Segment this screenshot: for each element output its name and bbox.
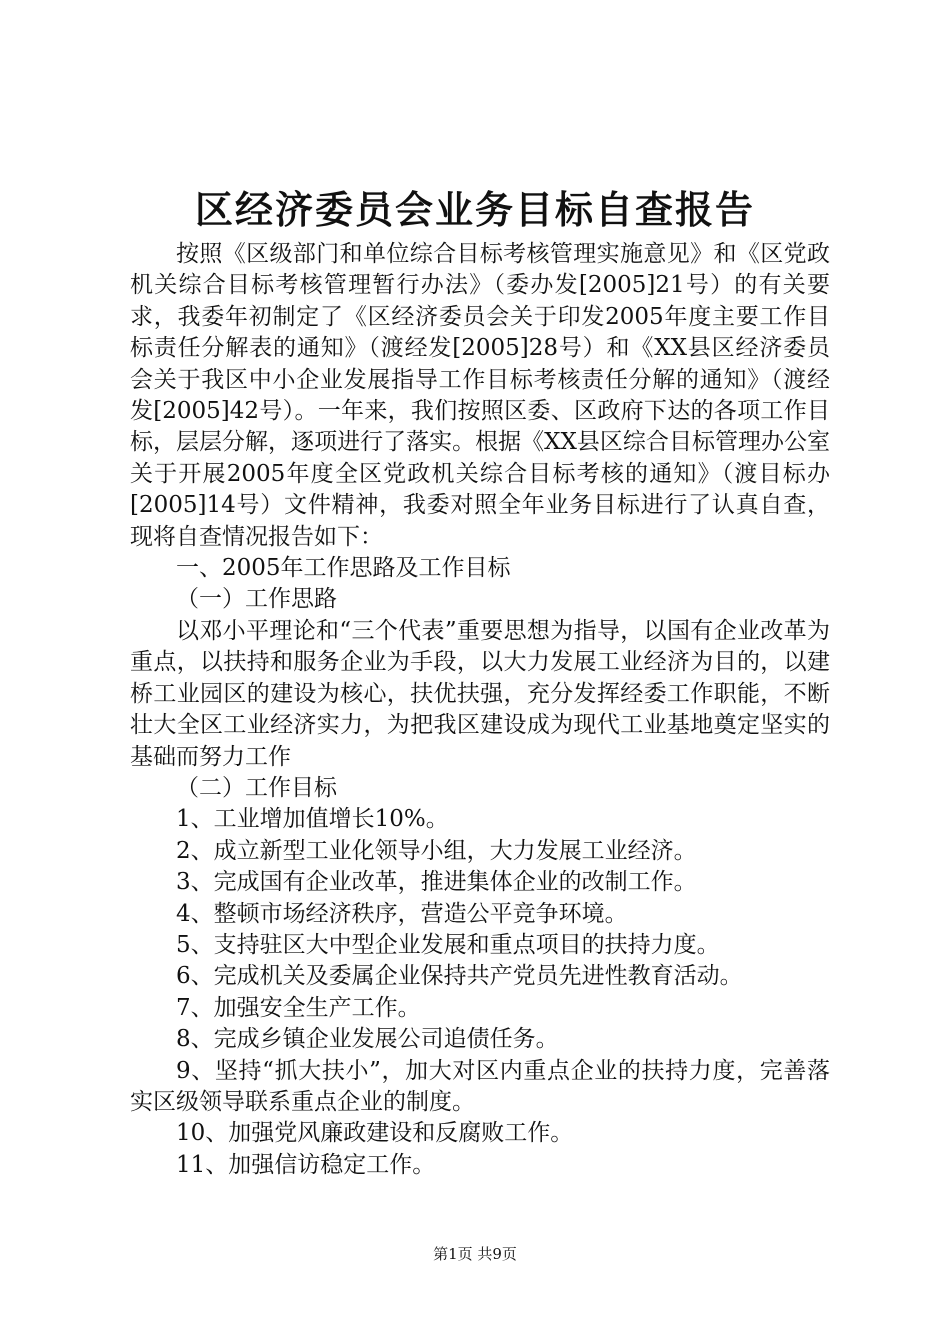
goal-item: 11、加强信访稳定工作。 (176, 1151, 436, 1178)
document-body (130, 239, 830, 1181)
goal-item: 2、成立新型工业化领导小组，大力发展工业经济。 (176, 837, 697, 864)
section-heading: 一、2005年工作思路及工作目标 (176, 555, 511, 582)
goal-item: 3、完成国有企业改革，推进集体企业的改制工作。 (176, 869, 697, 896)
document-title: 区经济委员会业务目标自查报告 (194, 187, 755, 232)
approach-paragraph: 以邓小平理论和“三个代表”重要思想为指导，以国有企业改革为重点，以扶持和服务企业为手段，以大力发展工业经济为目的，以建桥工业园区的建设为核心，扶优扶强，充分发挥经委工作职能，不断壮大全区工业经济实力，为把我区建设成为现代工业基地奠定坚实的基础而努力工作 (130, 617, 830, 770)
goal-item: 4、整顿市场经济秩序，营造公平竞争环境。 (176, 900, 628, 927)
goal-item: 1、工业增加值增长10%。 (176, 806, 449, 833)
intro-paragraph: 按照《区级部门和单位综合目标考核管理实施意见》和《区党政机关综合目标考核管理暂行办法》（委办发[2005]21号）的有关要求，我委年初制定了《区经济委员会关于印发2005年度主要工作目标责任分解表的通知》（渡经发[2005]28号）和《XX县区经济委员会关于我区中小企业发展指导工作目标考核责任分解的通知》（渡经发[2005]42号）。一年来，我们按照区委、区政府下达的各项工作目标，层层分解，逐项进行了落实。根据《XX县区综合目标管理办公室关于开展2005年度全区党政机关综合目标考核的通知》（渡目标办[2005]14号）文件精神，我委对照全年业务目标进行了认真自查，现将自查情况报告如下： (130, 241, 830, 550)
goal-item: 9、坚持“抓大扶小”，加大对区内重点企业的扶持力度，完善落实区级领导联系重点企业的制度。 (130, 1057, 830, 1115)
goal-item: 8、完成乡镇企业发展公司追债任务。 (176, 1026, 559, 1053)
subsection-heading-approach: （一）工作思路 (176, 586, 337, 613)
goal-item: 5、支持驻区大中型企业发展和重点项目的扶持力度。 (176, 931, 720, 958)
subsection-heading-goals: （二）工作目标 (176, 774, 337, 801)
goal-item: 7、加强安全生产工作。 (176, 994, 421, 1021)
goal-item: 10、加强党风廉政建设和反腐败工作。 (176, 1120, 574, 1147)
page-footer: 第1页 共9页 (433, 1245, 517, 1263)
goal-item: 6、完成机关及委属企业保持共产党员先进性教育活动。 (176, 963, 743, 990)
